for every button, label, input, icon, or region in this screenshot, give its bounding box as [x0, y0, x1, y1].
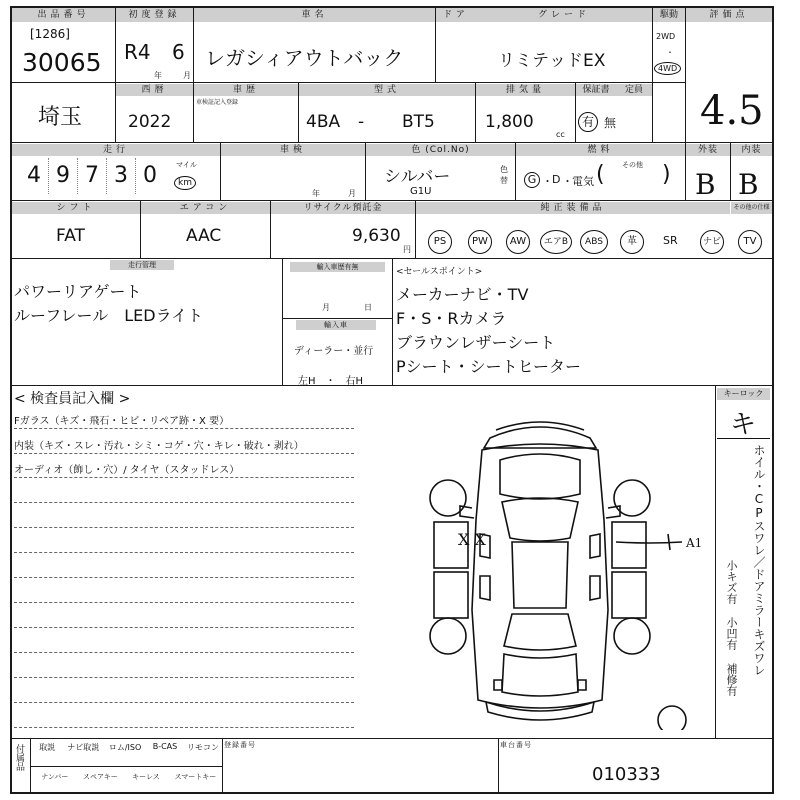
equip-ps: PS	[428, 230, 452, 254]
color-code: G1U	[410, 186, 432, 197]
inspector-line: Fガラス（キズ・飛石・ヒビ・リペア跡・X 要）	[14, 416, 230, 427]
color-name: シルバー	[384, 167, 451, 187]
guarantee-yes: 有	[578, 112, 598, 132]
displacement-unit: cc	[556, 130, 565, 139]
drive-sep: ・	[666, 48, 674, 57]
key-lock-header: キーロック	[717, 388, 770, 400]
grade: リミテッドEX	[498, 51, 606, 71]
equip-navi: ナビ	[700, 230, 724, 254]
location: 埼玉	[38, 105, 83, 130]
side-notes: ホイル・CPスワレ／ドアミラーキズワレ	[752, 444, 766, 676]
first-reg-era: R4	[124, 40, 151, 64]
recycle-unit: 円	[403, 245, 411, 254]
door-header: ドア	[436, 8, 476, 22]
accessory-label: ナビ取説	[67, 743, 100, 752]
first-reg-month: 6	[172, 40, 185, 64]
aircon-header: エアコン	[141, 202, 270, 214]
accessory-label: ナンバー	[41, 773, 69, 781]
chassis-no: 010333	[592, 764, 661, 785]
equip-abs: ABS	[580, 230, 608, 254]
mileage-digits	[20, 158, 170, 194]
guarantee-header: 保証書	[576, 84, 616, 96]
aircon: AAC	[186, 226, 222, 246]
car-diagram	[420, 410, 690, 730]
shift-header: シフト	[12, 202, 140, 214]
equip-leather: 革	[620, 230, 644, 254]
guarantee-no: 無	[604, 116, 617, 130]
model-type-code: BT5	[402, 112, 435, 132]
side-notes-2: 小キズ有 小凹有 補修有	[725, 560, 738, 696]
inspector-line: オーディオ（飾し・穴）/ タイヤ（スタッドレス）	[14, 465, 240, 476]
recycle-value: 9,630	[352, 226, 401, 246]
equip-tv: TV	[738, 230, 762, 254]
lot-no-sub: [1286]	[30, 27, 70, 41]
car-name-header: 車名	[194, 8, 435, 22]
shift: FAT	[56, 226, 85, 246]
accessory-label: キーレス	[132, 773, 160, 781]
equip-aw: AW	[506, 230, 530, 254]
sales-points-list	[396, 283, 581, 379]
first-reg-year-unit: 年	[154, 71, 162, 80]
cert-header: 車歴	[194, 84, 298, 96]
accessories-top	[32, 742, 222, 753]
inspector-header: < 検査員記入欄 >	[14, 391, 131, 407]
equip-sr: SR	[663, 234, 678, 247]
inspection-header: 車検	[221, 144, 365, 156]
lot-no-header: 出品番号	[12, 8, 115, 22]
other-spec-header: その他の仕様	[731, 202, 772, 214]
history-month: 月	[322, 303, 330, 312]
drive-header: 駆動	[653, 8, 685, 22]
sales-point-item: Pシート・シートヒーター	[396, 357, 582, 376]
car-name: レガシィアウトバック	[205, 46, 404, 70]
accessory-label: リモコン	[186, 743, 219, 752]
inspection-month: 月	[348, 189, 356, 198]
accessory-label: ロム/ISO	[108, 743, 142, 752]
model-year-header: 西暦	[116, 84, 193, 96]
diagram-mark-xx: X X	[458, 530, 486, 549]
accessory-label: 取説	[39, 743, 56, 752]
fuel-d: D	[552, 173, 561, 186]
mileage-digit: 9	[49, 158, 78, 194]
first-reg-header: 初度登録	[116, 8, 193, 22]
model-type-dash: -	[358, 112, 365, 132]
fuel-other: その他	[622, 161, 643, 169]
exterior-score: B	[695, 168, 716, 201]
option-item: ルーフレール LEDライト	[14, 306, 204, 325]
first-reg-month-unit: 月	[183, 71, 191, 80]
model-year: 2022	[128, 112, 172, 132]
score-header: 評価点	[686, 8, 772, 22]
drive-2wd: 2WD	[656, 32, 676, 41]
cert-sub: 車検証記入登録	[196, 99, 239, 106]
history-header: 輸入車歴有無	[290, 262, 385, 272]
reg-no-header: 登録番号	[224, 741, 256, 749]
recycle-header: リサイクル預託金	[271, 202, 415, 214]
inspector-line: 内装（キズ・スレ・汚れ・シミ・コゲ・穴・キレ・破れ・剥れ）	[14, 441, 304, 452]
option-item: パワーリアゲート	[14, 282, 142, 301]
accessories-label: 付属品	[14, 744, 24, 771]
chassis-no-header: 車台番号	[500, 741, 532, 749]
equipment-header: 純正装備品	[416, 202, 730, 214]
diagram-mark-a1: A1	[686, 536, 703, 550]
import-header: 輸入車	[296, 320, 376, 330]
lot-no: 30065	[22, 48, 102, 77]
drive-4wd: 4WD	[654, 62, 681, 75]
accessory-label: B-CAS	[152, 742, 178, 751]
mileage-unit-mile: マイル	[176, 161, 197, 169]
accessories-bottom	[32, 772, 222, 782]
sales-point-item: メーカーナビ・TV	[396, 285, 529, 304]
grade-header: グレード	[476, 8, 652, 22]
mileage-digit: 0	[143, 163, 157, 188]
sales-point-header: <セールスポイント>	[396, 267, 483, 277]
history-dealer: ディーラー・並行	[294, 346, 374, 357]
auction-sheet: 出品番号 [1286] 30065 初度登録 R4 6 年 月 車名 レガシィアウトバック ドア グレード リミテッドEX 駆動 2WD ・ 4WD 評価点 4.5 埼玉 西暦 2022 車歴 車検証記入登録 型式 4BA - BT5 排気量 1,800 cc 保証書 有 無 定員 走行 4 9 7 3 0 マイル km 車検 年 月 色 (Col.No) シルバー G1U 色替 燃料 G ・ D ・ 電気 ( その他 ) 外装 B 内装 B シフト FAT エアコン AAC リサイクル預託金 9,630 円 純正装備品 その他の仕様 PS PW AW エアB ABS 革 SR ナビ TV 走行管理 パワーリアゲート ルーフレール LEDライト 輸入車歴有無 月 日 輸入車 ディーラー・並行 左H ・ 右H <セールスポイント> メーカーナビ・TV F・S・Rカメラ ブラウンレザーシート Pシート・シートヒーター < 検査員記入欄 > Fガラス（キズ・飛石・ヒビ・リペア跡・X 要） 内装（キズ・スレ・汚れ・シミ・コゲ・穴・キレ・破れ・剥れ） オーディオ（飾し・穴）/ タイヤ（スタッドレス） X X A1 キーロック キ ホイル・CPスワレ／ドアミラーキズワレ 小キズ有 小凹有 補修有 付属品 取説 ナビ取説 ロム/ISO B-CAS リモコン ナンバー スペアキー キーレス スマートキー 登録番号 車台番号 010333	[0, 0, 800, 800]
mileage-unit-km: km	[174, 176, 196, 190]
history-steering: 左H ・ 右H	[298, 376, 364, 387]
color-header: 色 (Col.No)	[366, 144, 515, 156]
legal-notes-header: 走行管理	[110, 260, 174, 270]
mileage-digit: 3	[107, 158, 136, 194]
accessory-label: スマートキー	[174, 773, 217, 781]
equip-airbag: エアB	[540, 230, 572, 254]
history-day: 日	[364, 303, 372, 312]
color-marker: 色替	[500, 165, 508, 185]
options-list	[14, 280, 203, 328]
mileage-digit: 4	[20, 158, 49, 194]
equip-pw: PW	[468, 230, 492, 254]
displacement-header: 排気量	[476, 84, 575, 96]
sales-point-item: ブラウンレザーシート	[396, 333, 556, 352]
fixed-header: 定員	[616, 84, 652, 96]
key-lock-mark: キ	[730, 410, 757, 440]
interior-header: 内装	[731, 144, 772, 156]
model-type-prefix: 4BA	[306, 112, 341, 132]
exterior-header: 外装	[686, 144, 730, 156]
fuel-header: 燃料	[516, 144, 685, 156]
sales-point-item: F・S・Rカメラ	[396, 309, 507, 328]
accessory-label: スペアキー	[83, 773, 118, 781]
fuel-e: 電気	[572, 175, 594, 188]
mileage-header: 走行	[12, 144, 220, 156]
mileage-digit: 7	[78, 158, 107, 194]
score: 4.5	[700, 88, 764, 134]
fuel-g: G	[524, 172, 540, 188]
interior-score: B	[738, 168, 759, 201]
model-type-header: 型式	[299, 84, 475, 96]
displacement-value: 1,800	[485, 112, 534, 132]
inspection-year: 年	[312, 189, 320, 198]
